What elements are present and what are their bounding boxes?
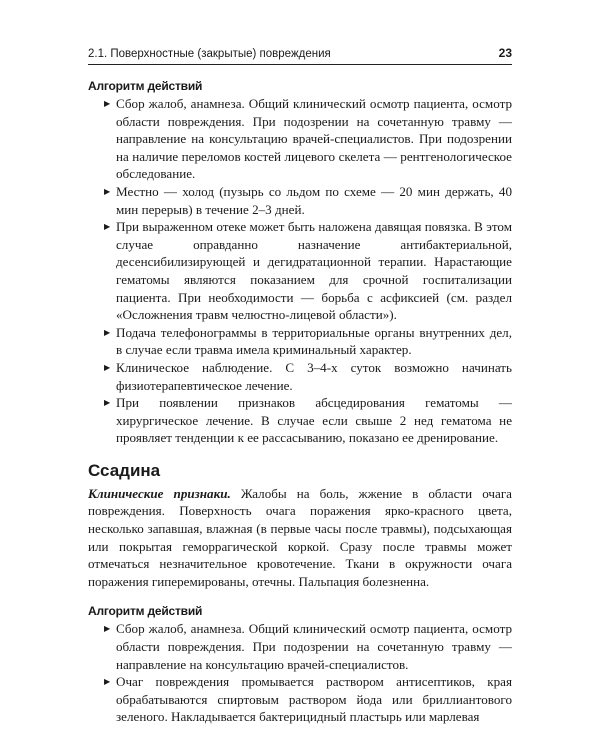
bullet-icon: ▶ [104,327,111,337]
list-item: ▶ Сбор жалоб, анамнеза. Общий клинический осмотр пациента, осмотр области повреждения. При подозрении на сочетанную травму — направление на консультацию врачей-специалистов. При подозрении на наличие переломов костей лицевого скелета — рентгенологическое обследование. [104,96,512,182]
list-item: ▶ Клиническое наблюдение. С 3–4-х суток возможно начинать физиотерапевтическое лечение. [104,359,512,393]
clinical-signs-paragraph [88,485,512,591]
header-section-title: 2.1. Поверхностные (закрытые) повреждения [88,48,331,60]
list-item: ▶ Местно — холод (пузырь со льдом по схеме — 20 мин держать, 40 мин перерыв) в течение 2–3 дней. [104,183,512,217]
bullet-icon: ▶ [104,362,111,372]
section-title: Ссадина [88,460,161,480]
page-number: 23 [498,46,512,60]
list-item: ▶ Подача телефонограммы в территориальные органы внутренних дел, в случае если травма имела криминальный характер. [104,324,512,358]
bullet-icon: ▶ [104,677,111,687]
bullet-icon: ▶ [104,398,111,408]
bullet-icon: ▶ [104,186,111,196]
bullet-icon: ▶ [104,222,111,232]
list-item: ▶ При выраженном отеке может быть наложена давящая повязка. В этом случае оправданно назначение антибактериальной, десенсибилизирующей и дегидратационной терапии. Нарастающие гематомы являются показанием для срочной госпитализации пациента. При необходимости — борьба с асфиксией (см. раздел «Осложнения травм челюстно-лицевой области»). [104,219,512,323]
bullet-icon: ▶ [104,99,111,108]
algorithm-heading-1: Алгоритм действий [88,79,203,93]
list-item: ▶ При появлении признаков абсцедирования гематомы — хирургическое лечение. В случае если свыше 2 нед гематома не проявляет тенденции к ее рассасыванию, показано ее дренирование. [104,395,512,446]
algorithm-list-2 [88,620,512,726]
algorithm-heading-2: Алгоритм действий [88,604,203,619]
bullet-icon: ▶ [104,624,111,634]
clinical-signs-lead: Клинические признаки. [88,485,231,501]
book-page [88,44,512,726]
running-header [88,44,512,65]
clinical-signs-text: Жалобы на боль, жжение в области очага повреждения. Поверхность очага поражения ярко-красного цвета, несколько запавшая, влажная (в первые часы после травмы), подсыхающая или покрытая геморрагической коркой. Сразу после травмы может отмечаться незначительное кровотечение. Ткани в окружности очага поражения гиперемированы, отечны. Пальпация болезненна. [88,485,512,589]
list-item: ▶ Сбор жалоб, анамнеза. Общий клинический осмотр пациента, осмотр области повреждения. При подозрении на сочетанную травму — направление на консультацию врачей-специалистов. [104,621,512,672]
algorithm-list-1 [88,95,512,447]
list-item: ▶ Очаг повреждения промывается раствором антисептиков, края обрабатываются спиртовым раствором йода или бриллиантового зеленого. Накладывается бактерицидный пластырь или марлевая [104,674,512,725]
